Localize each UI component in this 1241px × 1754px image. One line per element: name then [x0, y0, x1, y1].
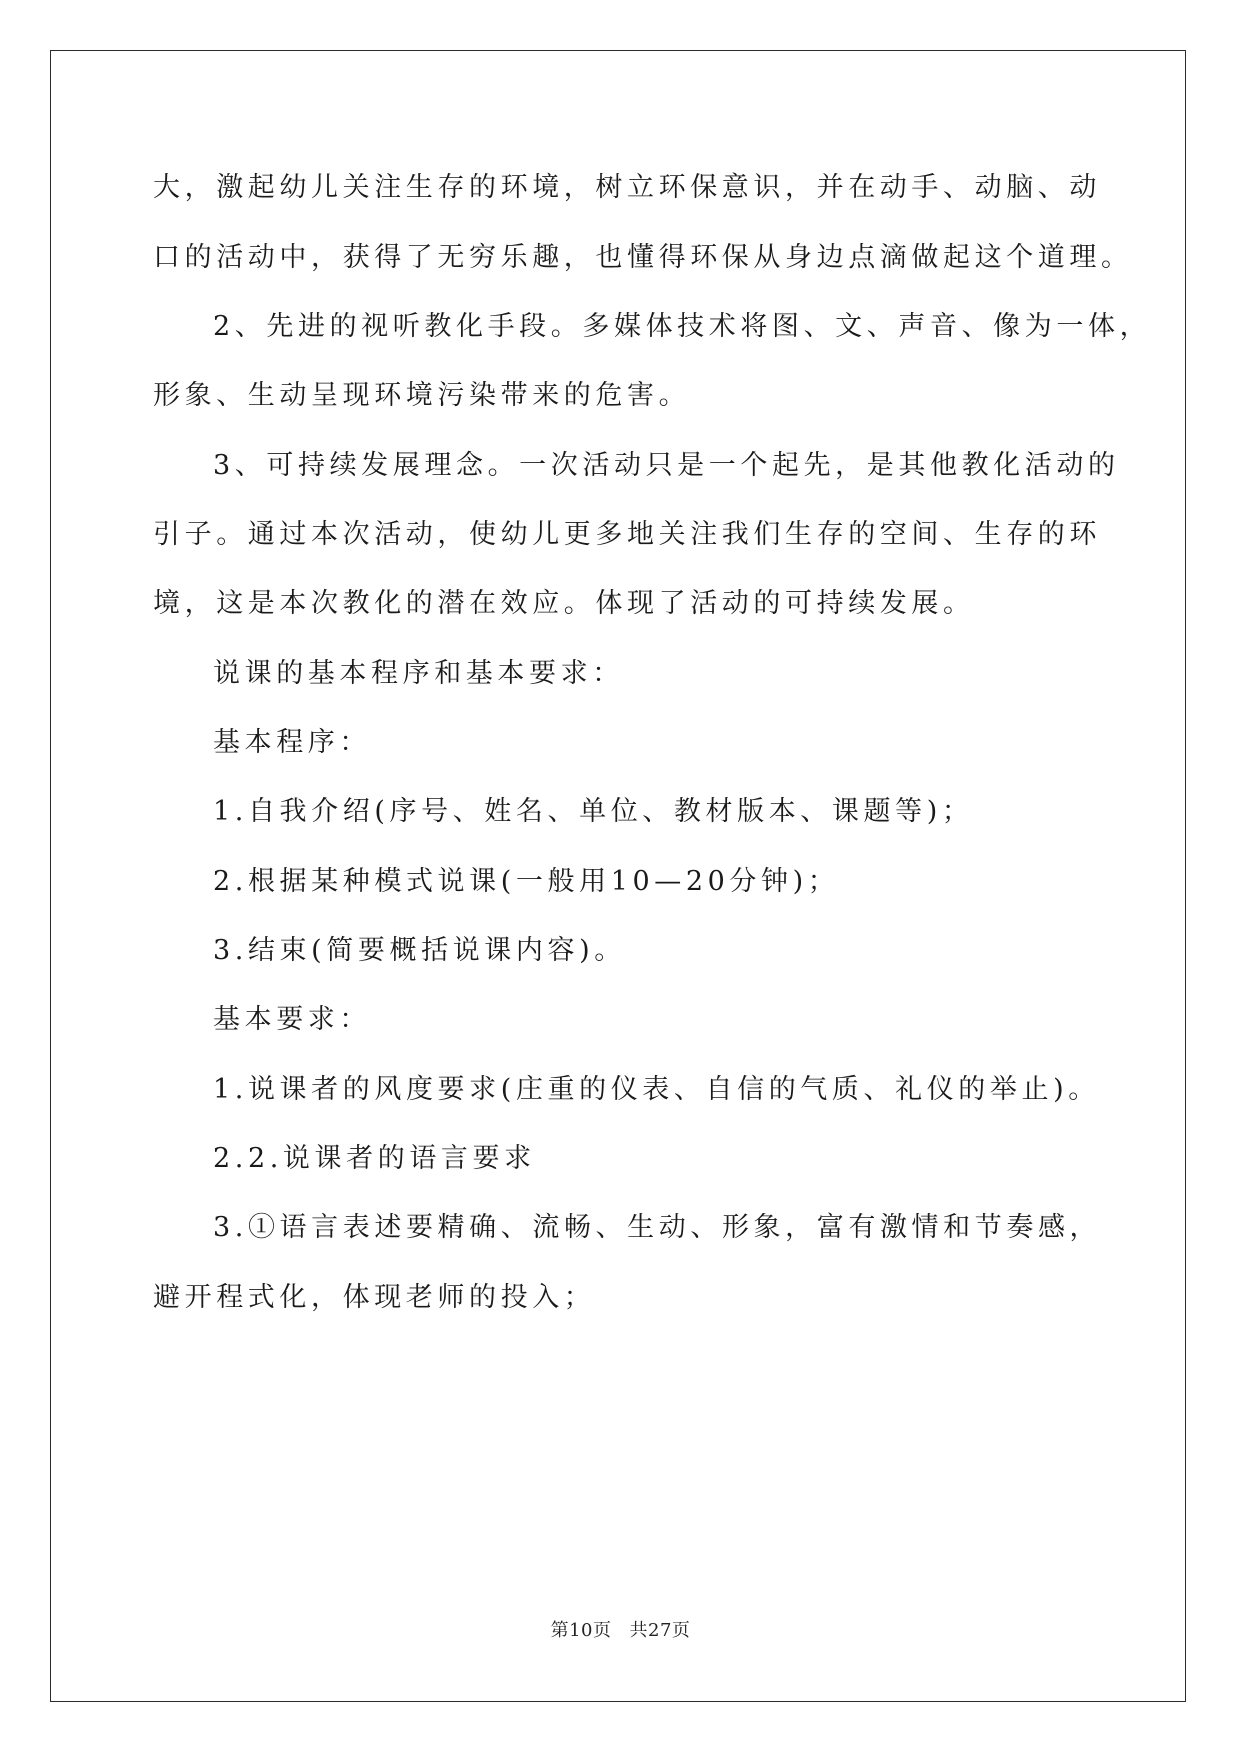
page-number: 第10页 [550, 1620, 612, 1641]
list-item: 1.说课者的风度要求(庄重的仪表、自信的气质、礼仪的举止)。 [213, 1074, 1100, 1105]
text-line: 口的活动中，获得了无穷乐趣，也懂得环保从身边点滴做起这个道理。 [153, 242, 1133, 273]
text-line: 大，激起幼儿关注生存的环境，树立环保意识，并在动手、动脑、动 [153, 172, 1101, 203]
text-line: 2、先进的视听教化手段。多媒体技术将图、文、声音、像为一体， [213, 311, 1152, 342]
subsection-heading: 基本要求： [213, 1004, 371, 1035]
list-item: 3.①语言表述要精确、流畅、生动、形象，富有激情和节奏感， [213, 1212, 1102, 1243]
list-item: 3.结束(简要概括说课内容)。 [213, 935, 626, 966]
list-item: 2.2.说课者的语言要求 [213, 1143, 536, 1174]
text-line: 境，这是本次教化的潜在效应。体现了活动的可持续发展。 [153, 588, 975, 619]
text-line: 引子。通过本次活动，使幼儿更多地关注我们生存的空间、生存的环 [153, 519, 1101, 550]
subsection-heading: 基本程序： [213, 727, 371, 758]
page-total: 共27页 [629, 1620, 691, 1641]
text-line: 3、可持续发展理念。一次活动只是一个起先，是其他教化活动的 [213, 450, 1120, 481]
list-item: 2.根据某种模式说课(一般用10—20分钟)； [213, 866, 840, 897]
page-footer [0, 1616, 1241, 1642]
list-item: 1.自我介绍(序号、姓名、单位、教材版本、课题等)； [213, 796, 974, 827]
text-line: 形象、生动呈现环境污染带来的危害。 [153, 380, 691, 411]
section-heading: 说课的基本程序和基本要求： [213, 658, 624, 689]
text-line: 避开程式化，体现老师的投入； [153, 1282, 596, 1313]
